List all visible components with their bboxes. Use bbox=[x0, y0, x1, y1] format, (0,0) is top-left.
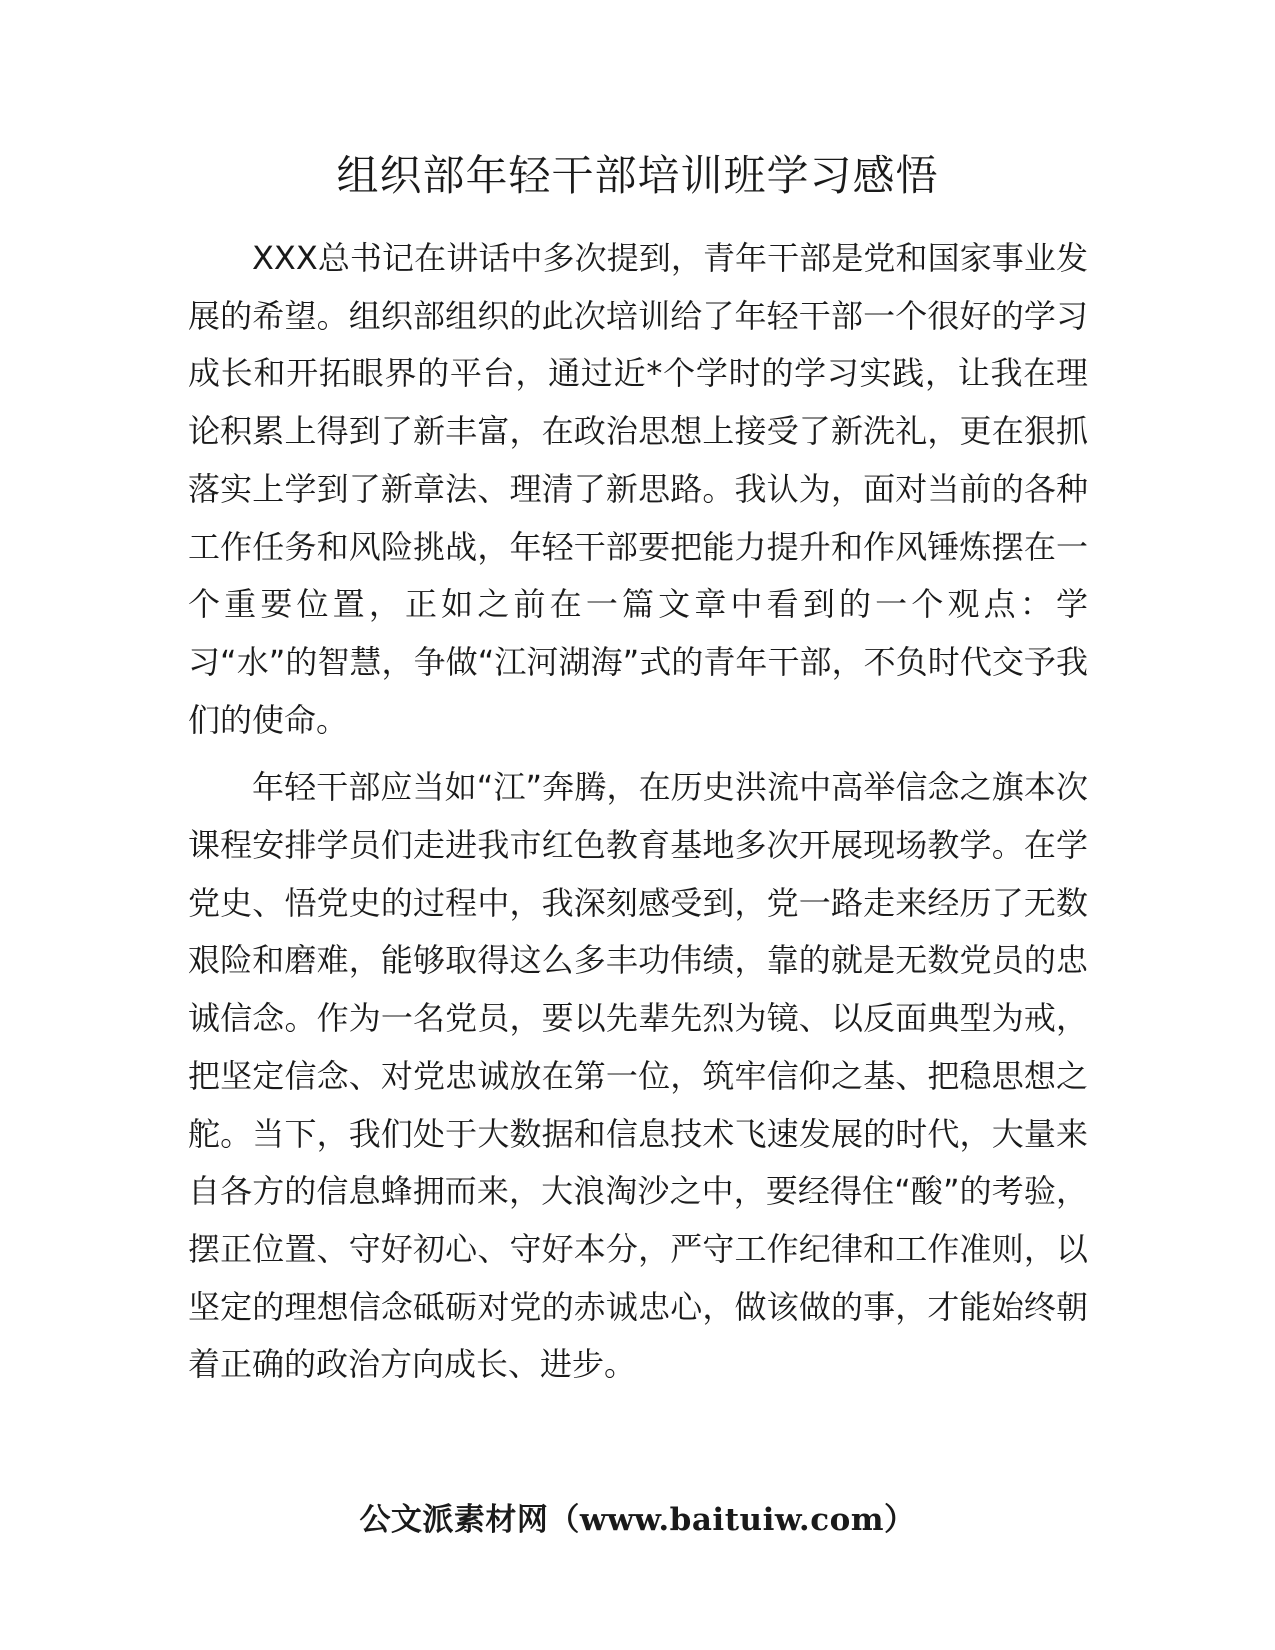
document-title: 组织部年轻干部培训班学习感悟 bbox=[336, 151, 939, 200]
document-body bbox=[188, 230, 1088, 1394]
paragraph-2: 年轻干部应当如“江”奔腾，在历史洪流中高举信念之旗本次课程安排学员们走进我市红色教育基地多次开展现场教学。在学党史、悟党史的过程中，我深刻感受到，党一路走来经历了无数艰险和磨难，能够取得这么多丰功伟绩，靠的就是无数党员的忠诚信念。作为一名党员，要以先辈先烈为镜、以反面典型为戒，把坚定信念、对党忠诚放在第一位，筑牢信仰之基、把稳思想之舵。当下，我们处于大数据和信息技术飞速发展的时代，大量来自各方的信息蜂拥而来，大浪淘沙之中，要经得住“酸”的考验，摆正位置、守好初心、守好本分，严守工作纪律和工作准则，以坚定的理想信念砥砺对党的赤诚忠心，做该做的事，才能始终朝着正确的政治方向成长、进步。 bbox=[188, 768, 1088, 1384]
paragraph-1: XXX总书记在讲话中多次提到，青年干部是党和国家事业发展的希望。组织部组织的此次培训给了年轻干部一个很好的学习成长和开拓眼界的平台，通过近*个学时的学习实践，让我在理论积累上得到了新丰富，在政治思想上接受了新洗礼，更在狠抓落实上学到了新章法、理清了新思路。我认为，面对当前的各种工作任务和风险挑战，年轻干部要把能力提升和作风锤炼摆在一个重要位置，正如之前在一篇文章中看到的一个观点：学习“水”的智慧，争做“江河湖海”式的青年干部，不负时代交予我们的使命。 bbox=[188, 239, 1088, 739]
footer-source-line: 公文派素材网（www.baituiw.com） bbox=[359, 1502, 916, 1538]
